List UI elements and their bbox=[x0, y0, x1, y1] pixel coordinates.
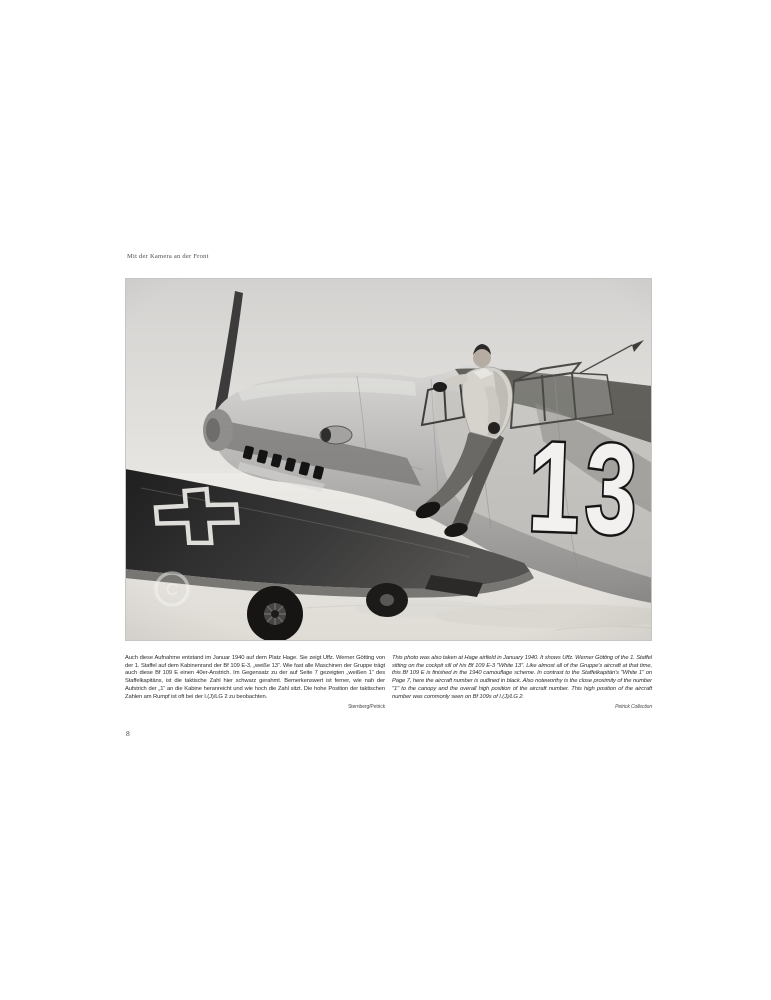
caption-german-text: Auch diese Aufnahme entstand im Januar 1940 auf dem Platz Hage. Sie zeigt Uffz. Werner Götting von der 1. Staffel auf dem Kabinenrand der Bf 109 E-3, „weiße 13“. Wie fast alle Maschinen der Gruppe trägt auch diese Bf 109 E einen 40er-Anstrich. Im Gegensatz zu der auf Seite 7 gezeigten „weißen 1“ des Staffelkapitäns, ist die taktische Zahl hier schwarz gerahmt. Bemerkenswert ist ferner, wie nah der Aufstrich der „1“ an die Kabine heranreicht und wie hoch die Zahl sitzt. Die hohe Position der taktischen Zahlen am Rumpf ist oft bei der I.(J)/LG 2 zu beobachten. bbox=[125, 655, 385, 700]
caption-english-credit: Petrick Collection bbox=[615, 704, 652, 711]
aircraft-photo bbox=[125, 278, 652, 641]
caption-german-credit: Sternberg/Petrick bbox=[348, 704, 385, 711]
caption-german bbox=[125, 655, 385, 710]
caption-english-text: This photo was also taken at Hage airfield in January 1940. It shows Uffz. Werner Götting of the 1. Staffel sitting on the cockpit sill of his Bf 109 E-3 "White 13". Like almost all of the Gruppe's aircraft at that time, this Bf 109 E is finished in the 1940 camouflage scheme. In contrast to the Staffelkapitän's "White 1" on Page 7, here the aircraft number is outlined in black. Also noteworthy is the close proximity of the number "1" to the canopy and the overall high position of the aircraft number. This high position of the aircraft number was commonly seen on Bf 109s of I.(J)/LG 2. bbox=[392, 655, 652, 700]
page-header: Mit der Kamera an der Front bbox=[127, 253, 209, 260]
caption-block bbox=[125, 655, 652, 710]
caption-english bbox=[392, 655, 652, 710]
photo-vignette bbox=[125, 278, 652, 641]
aircraft-photo-illustration bbox=[125, 278, 652, 641]
page-number: 8 bbox=[126, 729, 130, 738]
